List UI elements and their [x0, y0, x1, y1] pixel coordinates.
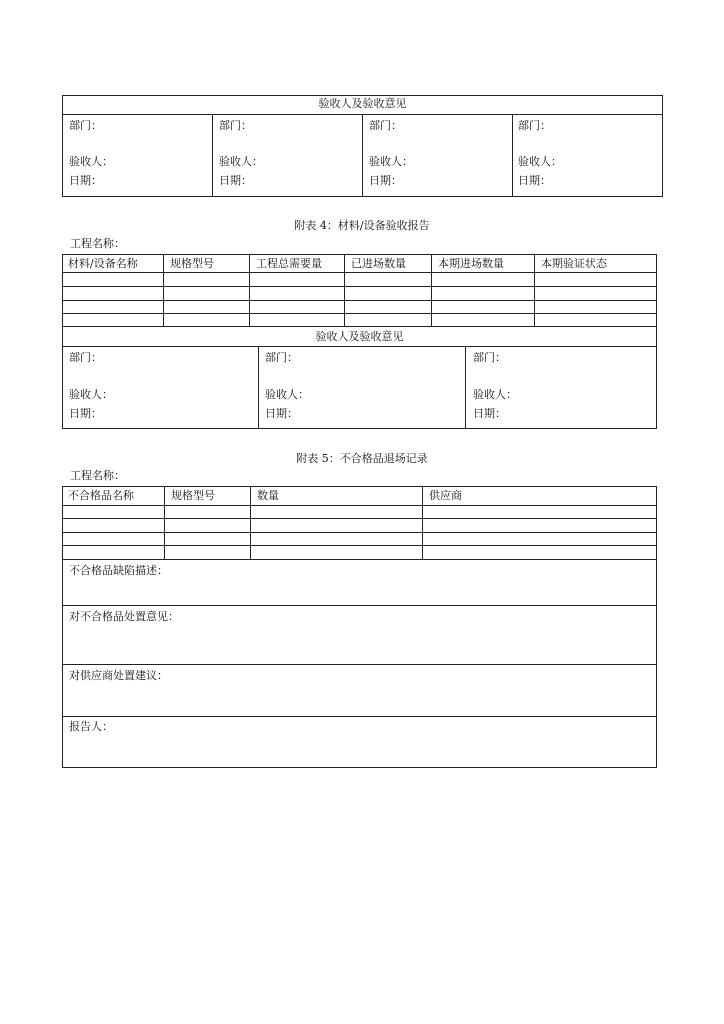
dept-label: 部门： — [69, 119, 102, 132]
dept-label: 部门： — [369, 119, 402, 132]
column-header: 本期验证状态 — [541, 257, 607, 270]
column-header: 材料/设备名称 — [68, 257, 138, 270]
handling-opinion-label: 对不合格品处置意见： — [69, 610, 179, 623]
divider — [62, 300, 657, 301]
date-label: 日期： — [473, 407, 506, 420]
divider — [534, 254, 535, 326]
column-header: 供应商 — [429, 489, 462, 502]
project-name-label: 工程名称： — [70, 469, 125, 482]
divider — [62, 346, 657, 347]
date-label: 日期： — [69, 174, 102, 187]
divider — [431, 254, 432, 326]
column-header: 已进场数量 — [351, 257, 406, 270]
divider — [258, 346, 259, 429]
supplier-suggestion-label: 对供应商处置建议： — [69, 669, 168, 682]
divider — [62, 605, 657, 606]
divider — [62, 716, 657, 717]
date-label: 日期： — [518, 174, 551, 187]
divider — [163, 254, 164, 326]
column-header: 规格型号 — [170, 257, 214, 270]
nonconforming-table — [62, 486, 657, 768]
divider — [512, 114, 513, 197]
divider — [212, 114, 213, 197]
reporter-label: 报告人： — [69, 720, 113, 733]
inspector-label: 验收人： — [69, 155, 113, 168]
divider — [62, 326, 657, 327]
dept-label: 部门： — [69, 351, 102, 364]
column-header: 工程总需要量 — [256, 257, 322, 270]
inspector-label: 验收人： — [473, 388, 517, 401]
divider — [422, 486, 423, 559]
inspector-label: 验收人： — [69, 388, 113, 401]
divider — [62, 559, 657, 560]
column-header: 数量 — [257, 489, 279, 502]
divider — [62, 272, 657, 273]
divider — [344, 254, 345, 326]
section-title: 附表 4：材料/设备验收报告 — [294, 219, 430, 232]
divider — [250, 486, 251, 559]
divider — [62, 545, 657, 546]
divider — [62, 286, 657, 287]
date-label: 日期： — [265, 407, 298, 420]
divider — [62, 313, 657, 314]
column-header: 不合格品名称 — [68, 489, 134, 502]
divider — [164, 486, 165, 559]
section-title: 附表 5：不合格品退场记录 — [296, 452, 428, 465]
inspector-label: 验收人： — [265, 388, 309, 401]
divider — [62, 518, 657, 519]
column-header: 规格型号 — [171, 489, 215, 502]
date-label: 日期： — [219, 174, 252, 187]
inspector-label: 验收人： — [369, 155, 413, 168]
dept-label: 部门： — [473, 351, 506, 364]
divider — [62, 664, 657, 665]
dept-label: 部门： — [265, 351, 298, 364]
column-header: 本期进场数量 — [438, 257, 504, 270]
inspector-label: 验收人： — [219, 155, 263, 168]
dept-label: 部门： — [518, 119, 551, 132]
acceptance-header: 验收人及验收意见 — [318, 97, 407, 110]
divider — [62, 505, 657, 506]
dept-label: 部门： — [219, 119, 252, 132]
divider — [62, 532, 657, 533]
date-label: 日期： — [69, 407, 102, 420]
divider — [249, 254, 250, 326]
project-name-label: 工程名称： — [70, 237, 125, 250]
inspector-label: 验收人： — [518, 155, 562, 168]
defect-description-label: 不合格品缺陷描述： — [69, 564, 168, 577]
acceptance-header: 验收人及验收意见 — [315, 330, 404, 343]
date-label: 日期： — [369, 174, 402, 187]
divider — [362, 114, 363, 197]
divider — [465, 346, 466, 429]
